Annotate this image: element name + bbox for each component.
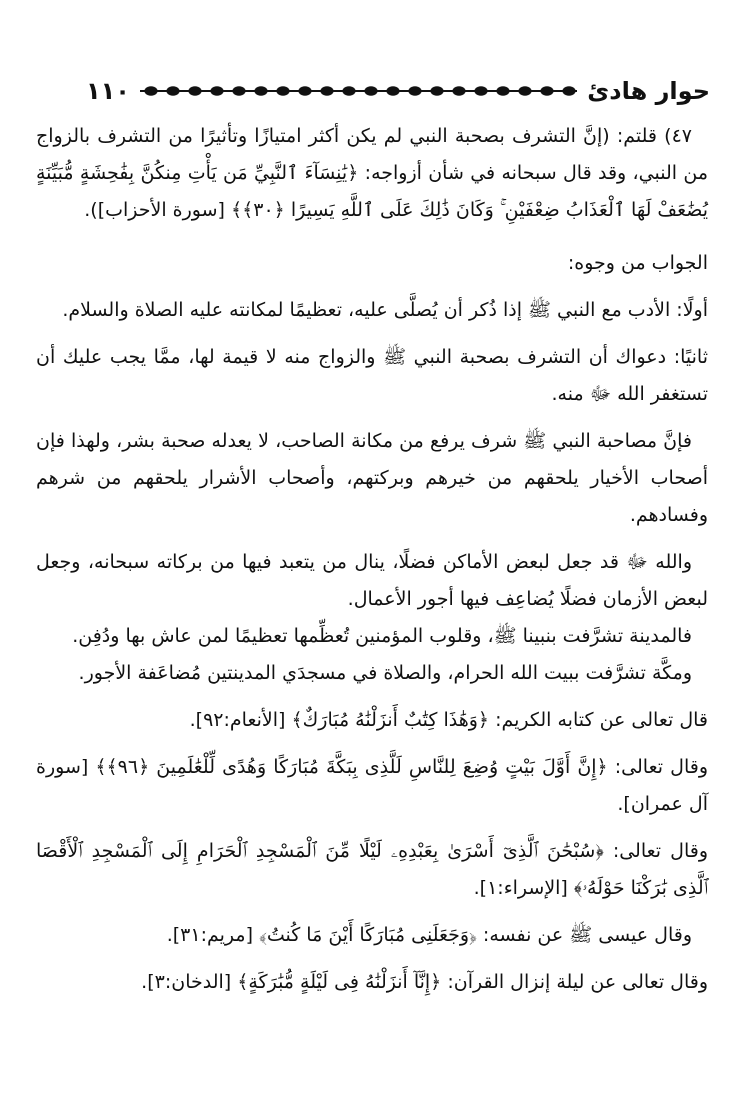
page-header [84, 74, 710, 108]
paragraph-quote-anam: قال تعالى عن كتابه الكريم: ﴿وَهَٰذَا كِتَٰبٌ أَنزَلْنَٰهُ مُبَارَكٌ﴾ [الأنعام:٩٢]. [189, 709, 708, 731]
paragraph-claim-47: ٤٧) قلتم: (إنَّ التشرف بصحبة النبي لم يكن أكثر امتيازًا وتأثيرًا من التشرف بالزواج من النبي، وقد قال سبحانه في شأن أزواجه: ﴿يَٰنِسَآءَ ٱلنَّبِيِّ مَن يَأْتِ مِنكُنَّ بِفَٰحِشَةٍ مُّبَيِّنَةٍ يُضَٰعَفْ لَهَا ٱلْعَذَابُ ضِعْفَيْنِ ۚ وَكَانَ ذَٰلِكَ عَلَى ٱللَّهِ يَسِيرًا ﴿٣٠﴾﴾ [سورة الأحزاب]). [36, 125, 708, 221]
paragraph-quote-isra: وقال تعالى: ﴿سُبْحَٰنَ ٱلَّذِىٓ أَسْرَىٰ بِعَبْدِهِۦ لَيْلًا مِّنَ ٱلْمَسْجِدِ ٱلْحَرَامِ إِلَى ٱلْمَسْجِدِ ٱلْأَقْصَا ٱلَّذِى بَٰرَكْنَا حَوْلَهُۥ﴾ [الإسراء:١]. [36, 840, 708, 899]
header-ornament-line [140, 83, 577, 99]
paragraph-point-1: أولًا: الأدب مع النبي ﷺ إذا ذُكر أن يُصلَّى عليه، تعظيمًا لمكانته عليه الصلاة والسلام. [62, 299, 708, 321]
paragraph-point-2: ثانيًا: دعواك أن التشرف بصحبة النبي ﷺ والزواج منه لا قيمة لها، ممَّا يجب عليك أن تستغفر الله ﷻ منه. [36, 346, 708, 405]
running-title: حوار هادئ [587, 77, 710, 105]
paragraph-quote-dukhan: وقال تعالى عن ليلة إنزال القرآن: ﴿إِنَّآ أَنزَلْنَٰهُ فِى لَيْلَةٍ مُّبَٰرَكَةٍ﴾ [الدخان:٣]. [141, 971, 708, 993]
paragraph-quote-al-imran: وقال تعالى: ﴿إِنَّ أَوَّلَ بَيْتٍ وُضِعَ لِلنَّاسِ لَلَّذِى بِبَكَّةَ مُبَارَكًا وَهُدًى لِّلْعَٰلَمِينَ ﴿٩٦﴾﴾ [سورة آل عمران]. [36, 756, 708, 815]
page-number: ١١٠ [86, 77, 130, 105]
paragraph-companionship: فإنَّ مصاحبة النبي ﷺ شرف يرفع من مكانة الصاحب، لا يعدله صحبة بشر، ولهذا فإن أصحاب الأخيار يلحقهم من خيرهم وبركتهم، وأصحاب الأشرار يلحقهم من شرهم وفسادهم. [36, 430, 708, 526]
paragraph-madinah: فالمدينة تشرَّفت بنبينا ﷺ، وقلوب المؤمنين تُعظِّمها تعظيمًا لمن عاش بها ودُفِن. [72, 625, 692, 647]
paragraph-places-times: والله ﷻ قد جعل لبعض الأماكن فضلًا، ينال من يتعبد فيها من بركاته سبحانه، وجعل لبعض الأزمان فضلًا يُضاعِف فيها أجور الأعمال. [36, 551, 708, 610]
page-body [36, 118, 708, 1001]
paragraph-answer-intro: الجواب من وجوه: [567, 252, 708, 274]
paragraph-makkah: ومكَّة تشرَّفت ببيت الله الحرام، والصلاة في مسجدَي المدينتين مُضاعَفة الأجور. [78, 662, 692, 684]
paragraph-quote-maryam: وقال عيسى ﷺ عن نفسه: ﴿وَجَعَلَنِى مُبَارَكًا أَيْنَ مَا كُنتُ﴾ [مريم:٣١]. [166, 924, 692, 946]
